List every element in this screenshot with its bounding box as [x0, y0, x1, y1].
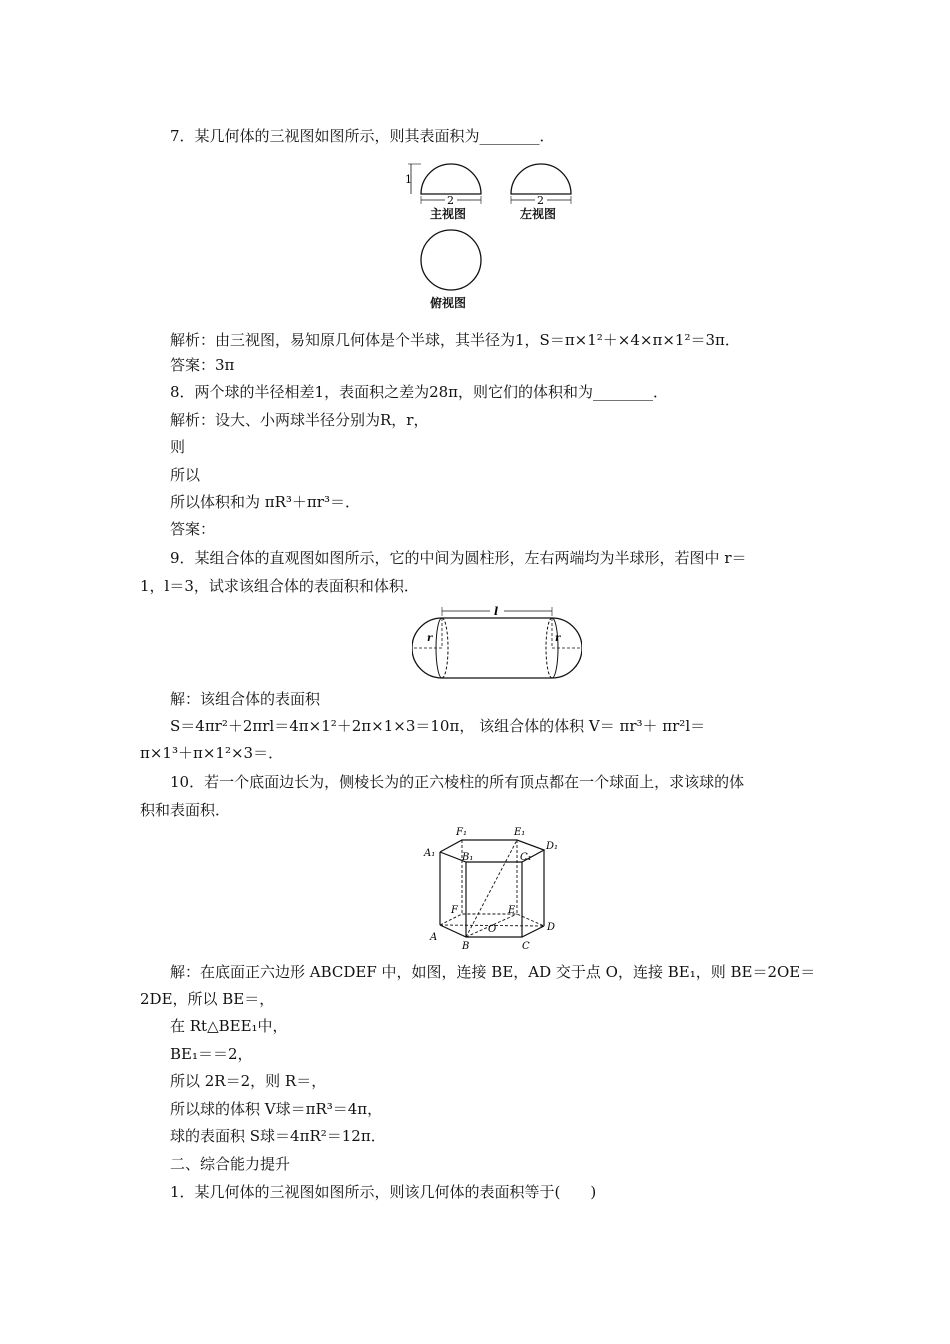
front-width-label: 2 — [447, 194, 454, 207]
q8-answer: 答案： — [170, 520, 216, 538]
label-B1: B₁ — [462, 852, 474, 863]
label-O: O — [488, 924, 497, 935]
q9-solution-line2: S＝4πr²＋2πrl＝4π×1²＋2π×1×3＝10π， 该组合体的体积 V＝ πr³＋ πr²l＝ — [170, 717, 706, 735]
label-A1: A₁ — [424, 848, 436, 859]
q10-solution-line7: 球的表面积 S球＝4πR²＝12π． — [170, 1127, 386, 1145]
label-D: D — [547, 922, 556, 933]
label-r-left: r — [427, 633, 433, 644]
q10-solution-line1: 解：在底面正六边形 ABCDEF 中，如图，连接 BE，AD 交于点 O，连接 BE₁，则 BE＝2OE＝ — [170, 963, 816, 981]
label-B: B — [462, 941, 470, 952]
q10-solution-line6: 所以球的体积 V球＝πR³＝4π， — [170, 1100, 383, 1118]
label-C: C — [522, 941, 530, 952]
label-C1: C₁ — [520, 852, 532, 863]
q10-hexagonal-prism-figure — [422, 822, 567, 952]
side-view-caption: 左视图 — [520, 207, 557, 221]
front-view-caption: 主视图 — [430, 207, 467, 221]
q7-analysis: 解析：由三视图，易知原几何体是个半球，其半径为1，S＝π×1²＋×4×π×1²＝3π． — [170, 331, 740, 349]
q8-analysis-line4: 所以体积和为 πR³＋πr³＝． — [170, 493, 360, 511]
q7-answer: 答案：3π — [170, 356, 235, 374]
q8-analysis-line1: 解析：设大、小两球半径分别为R，r， — [170, 411, 429, 429]
q7-three-view-figure — [405, 152, 585, 312]
label-F1: F₁ — [456, 827, 467, 838]
section2-heading: 二、综合能力提升 — [170, 1155, 291, 1173]
q8-analysis-line3: 所以 — [170, 466, 201, 484]
q10-solution-line3: 在 Rt△BEE₁中， — [170, 1017, 288, 1035]
q9-stem-line2: 1，l＝3，试求该组合体的表面积和体积． — [140, 577, 419, 595]
front-height-label: 1 — [405, 173, 412, 186]
label-D1: D₁ — [546, 841, 559, 852]
q10-solution-line5: 所以 2R＝2，则 R＝， — [170, 1072, 327, 1090]
top-view-caption: 俯视图 — [430, 296, 467, 310]
side-width-label: 2 — [537, 194, 544, 207]
section2-q1-stem: 1．某几何体的三视图如图所示，则该几何体的表面积等于( ) — [170, 1183, 597, 1201]
q7-stem: 7．某几何体的三视图如图所示，则其表面积为________． — [170, 127, 555, 145]
q10-stem-line1: 10．若一个底面边长为，侧棱长为的正六棱柱的所有顶点都在一个球面上，求该球的体 — [170, 773, 745, 791]
q9-solution-line3: π×1³＋π×1²×3＝． — [140, 744, 284, 762]
label-E1: E₁ — [514, 827, 526, 838]
q10-stem-line2: 积和表面积． — [140, 801, 231, 819]
q9-capsule-figure — [412, 603, 582, 681]
label-E: E — [508, 905, 516, 916]
label-A: A — [430, 932, 438, 943]
label-F: F — [451, 905, 458, 916]
label-r-right: r — [555, 633, 561, 644]
q9-solution-line1: 解：该组合体的表面积 — [170, 690, 321, 708]
q8-analysis-line2: 则 — [170, 438, 186, 456]
q8-stem: 8．两个球的半径相差1，表面积之差为28π，则它们的体积和为________． — [170, 383, 669, 401]
q10-solution-line4: BE₁＝＝2， — [170, 1045, 253, 1063]
q9-stem-line1: 9．某组合体的直观图如图所示，它的中间为圆柱形，左右两端均为半球形，若图中 r＝ — [170, 549, 747, 567]
label-l: l — [494, 605, 499, 618]
q10-solution-line2: 2DE，所以 BE＝， — [140, 990, 275, 1008]
